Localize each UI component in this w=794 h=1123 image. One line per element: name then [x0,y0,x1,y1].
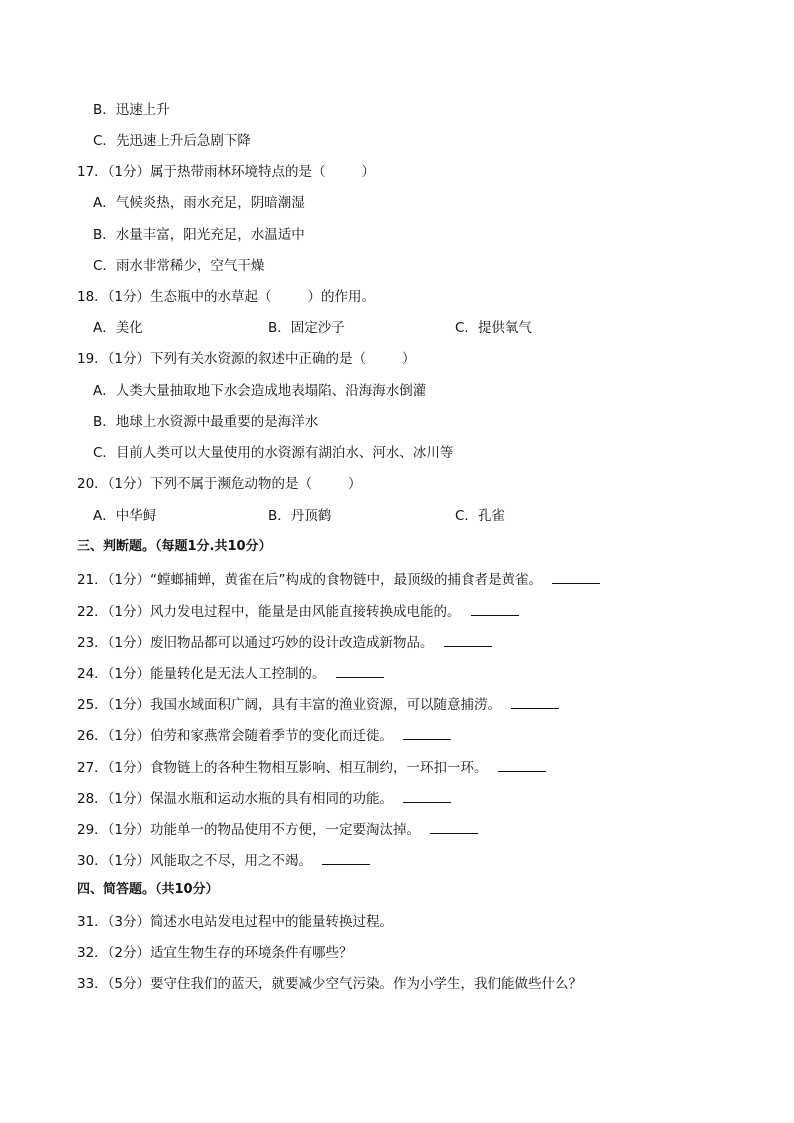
q17-option-c: C．雨水非常稀少，空气干燥 [93,258,265,274]
answer-blank[interactable] [444,633,492,647]
question-32: 32．（2分）适宜生物生存的环境条件有哪些？ [77,945,353,961]
question-21: 21．（1分）“螳螂捕蝉，黄雀在后”构成的食物链中，最顶级的捕食者是黄雀。 [77,570,600,588]
q17-option-b: B．水量丰富，阳光充足，水温适中 [93,227,305,243]
question-17: 17．（1分）属于热带雨林环境特点的是（ ） [77,164,376,180]
section-3-title: 三、判断题。（每题1分.共10分） [77,539,272,554]
answer-blank[interactable] [430,820,478,834]
answer-blank[interactable] [336,664,384,678]
question-30: 30．（1分）风能取之不尽，用之不竭。 [77,851,370,869]
q19-option-a: A．人类大量抽取地下水会造成地表塌陷、沿海海水倒灌 [93,383,427,399]
question-33: 33．（5分）要守住我们的蓝天，就要减少空气污染。作为小学生，我们能做些什么？ [77,976,583,992]
q20-option-c: C．孔雀 [455,508,505,524]
q18-option-a: A．美化 [93,320,143,336]
question-28: 28．（1分）保温水瓶和运动水瓶的具有相同的功能。 [77,789,451,807]
answer-blank[interactable] [552,570,600,584]
answer-blank[interactable] [403,789,451,803]
answer-blank[interactable] [498,758,546,772]
question-26: 26．（1分）伯劳和家燕常会随着季节的变化而迁徙。 [77,726,451,744]
q16-option-b: B．迅速上升 [93,102,170,118]
q20-option-a: A．中华鲟 [93,508,157,524]
section-4-title: 四、简答题。（共10分） [77,882,219,897]
question-27: 27．（1分）食物链上的各种生物相互影响、相互制约，一环扣一环。 [77,758,546,776]
question-23: 23．（1分）废旧物品都可以通过巧妙的设计改造成新物品。 [77,633,492,651]
answer-blank[interactable] [471,602,519,616]
q18-options [93,320,693,336]
question-19: 19．（1分）下列有关水资源的叙述中正确的是（ ） [77,351,416,367]
q18-option-b: B．固定沙子 [268,320,345,336]
q20-option-b: B．丹顶鹤 [268,508,332,524]
question-29: 29．（1分）功能单一的物品使用不方便，一定要淘汰掉。 [77,820,478,838]
question-25: 25．（1分）我国水域面积广阔，具有丰富的渔业资源，可以随意捕涝。 [77,695,559,713]
question-31: 31．（3分）简述水电站发电过程中的能量转换过程。 [77,914,394,930]
question-20: 20．（1分）下列不属于濒危动物的是（ ） [77,476,362,492]
q18-option-c: C．提供氧气 [455,320,532,336]
q17-option-a: A．气候炎热，雨水充足，阴暗潮湿 [93,195,305,211]
q16-option-c: C．先迅速上升后急剧下降 [93,133,251,149]
q19-option-b: B．地球上水资源中最重要的是海洋水 [93,414,319,430]
question-18: 18．（1分）生态瓶中的水草起（ ）的作用。 [77,289,376,305]
q20-options [93,508,693,524]
question-22: 22．（1分）风力发电过程中，能量是由风能直接转换成电能的。 [77,602,519,620]
answer-blank[interactable] [322,851,370,865]
q19-option-c: C．目前人类可以大量使用的水资源有湖泊水、河水、冰川等 [93,445,454,461]
question-24: 24．（1分）能量转化是无法人工控制的。 [77,664,384,682]
answer-blank[interactable] [403,726,451,740]
answer-blank[interactable] [511,695,559,709]
